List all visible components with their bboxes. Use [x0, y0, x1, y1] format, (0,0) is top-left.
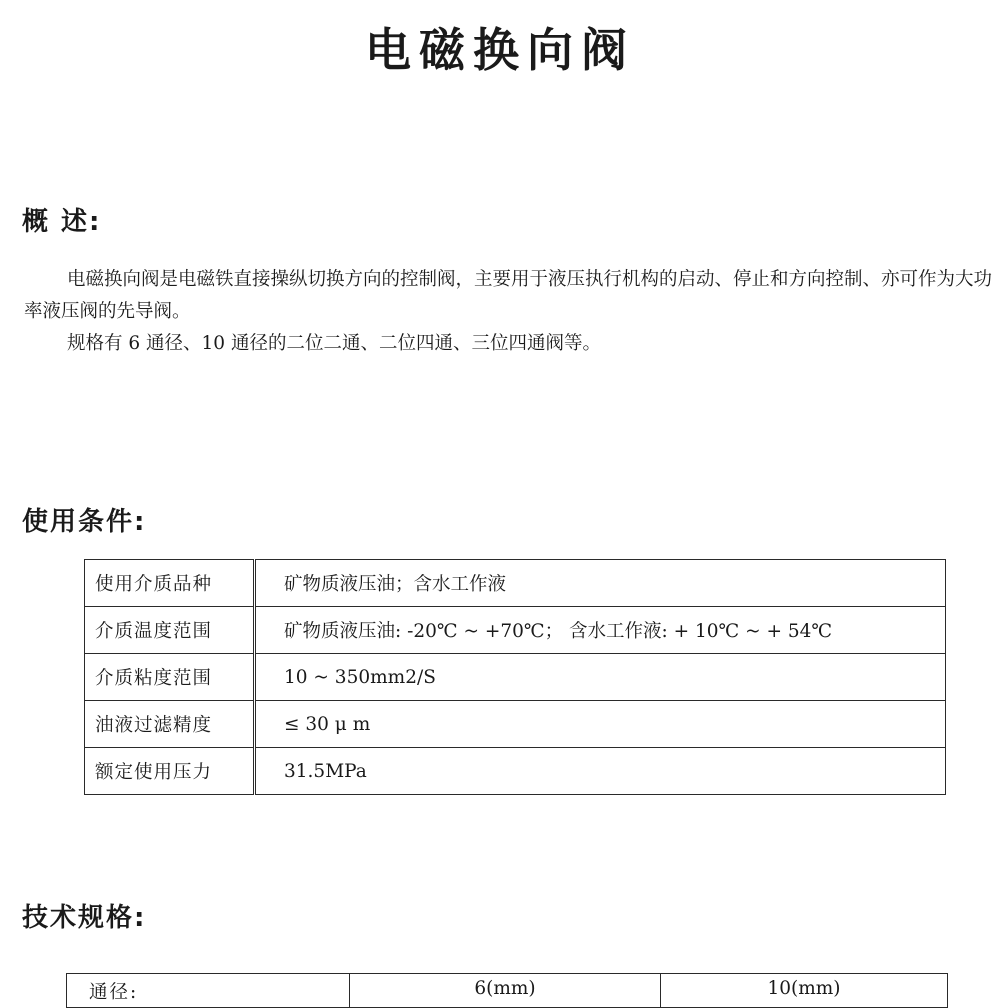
condition-label: 介质粘度范围	[85, 654, 255, 701]
condition-value: ≤ 30 μ m	[255, 701, 946, 748]
table-row	[67, 974, 948, 1008]
specs-table	[66, 973, 948, 1008]
table-row	[85, 607, 946, 654]
overview-paragraph-1: 电磁换向阀是电磁铁直接操纵切换方向的控制阀，主要用于液压执行机构的启动、停止和方向控制、亦可作为大功率液压阀的先导阀。	[24, 269, 993, 322]
condition-label: 额定使用压力	[85, 748, 255, 795]
conditions-table	[84, 559, 946, 795]
overview-heading: 概 述:	[22, 207, 102, 237]
overview-body	[24, 264, 1000, 360]
overview-paragraph-2: 规格有 6 通径、10 通径的二位二通、二位四通、三位四通阀等。	[67, 333, 601, 354]
table-row	[85, 654, 946, 701]
spec-row-label: 通径:	[67, 974, 350, 1008]
specs-heading: 技术规格:	[22, 903, 147, 933]
condition-label: 油液过滤精度	[85, 701, 255, 748]
conditions-heading: 使用条件:	[22, 507, 147, 537]
spec-column-header: 10(mm)	[661, 974, 948, 1008]
condition-value: 31.5MPa	[255, 748, 946, 795]
document-title: 电磁换向阀	[365, 23, 635, 77]
spec-column-header: 6(mm)	[350, 974, 661, 1008]
condition-label: 介质温度范围	[85, 607, 255, 654]
condition-label: 使用介质品种	[85, 560, 255, 607]
condition-value: 矿物质液压油；含水工作液	[255, 560, 946, 607]
condition-value: 10 ~ 350mm2/S	[255, 654, 946, 701]
condition-value: 矿物质液压油: -20℃ ~ +70℃； 含水工作液: + 10℃ ~ + 54℃	[255, 607, 946, 654]
table-row	[85, 748, 946, 795]
table-row	[85, 560, 946, 607]
table-row	[85, 701, 946, 748]
